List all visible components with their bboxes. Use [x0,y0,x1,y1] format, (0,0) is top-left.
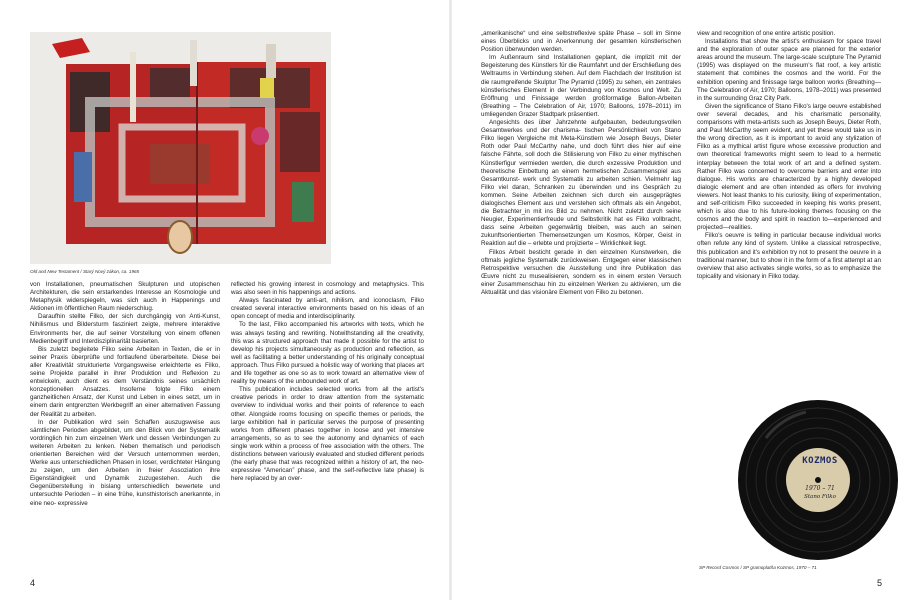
paragraph: reflected his growing interest in cosmology and metaphysics. This was also seen in his happenings and actions. [231,281,424,297]
paragraph: Bis zuletzt begleitete Filko seine Arbeiten in Texten, die er in seiner Praxis überprüfte und fortlaufend überarbeitete. Diese bei aller Kreativität strukturierte Vorgangsweise erleichterte es Filko, seine Projekte parallel in ihrer Produktion und Reflexion zu entwickeln, auch dient es dem Verständnis seines ursächlich konzeptionellen Ansatzes. Insoferne folgte Filko einem ganzheitlichen Ansatz, der Kunst und Leben in eines setzt, um in einem darin entgrenzten Werkbegriff an einer alternativen Fassung der Realität zu arbeiten. [30,345,220,418]
left-page [0,0,450,600]
paragraph: Daraufhin stellte Filko, der sich durchgängig von Anti-Kunst, Nihilismus und Bildersturm fasziniert zeigte, mehrere interaktive Environments her, die auf seiner Vorstellung von einem offenen Medienbegriff und Interdisziplinarität basierten. [30,313,220,345]
english-text-column [697,30,881,281]
paragraph: „amerikanische“ und eine selbstreflexive späte Phase – soll im Sinne eines Überblicks und in Anerkennung der gesamten künstlerischen Position überwunden werden. [481,30,681,54]
artwork-caption: Old and New Testament / Starý Nový zákon, ca. 1965 [30,269,140,274]
paragraph: Im Außenraum sind Installationen geplant, die implizit mit der Begeisterung des Künstlers für die Raumfahrt und der Erschließung des Weltraums in Verbindung stehen. Auf dem Flachdach der Institution ist die raumgreifende Skulptur The Pyramid (1995) zu sehen, ein zentrales künstlerisches Element in der Verbindung von Kosmos und Welt. Zu Eröffnung und Finissage werden großformatige Ballon-Arbeiten (Breathing – The Celebration of Air, 1970; Balloons, 1978–2011) im umliegenden Grazer Stadtpark präsentiert. [481,54,681,118]
page-number: 5 [877,578,883,588]
artwork-old-and-new-testament [30,32,331,264]
paragraph: In der Publikation wird sein Schaffen auszugsweise aus sämtlichen Perioden abgebildet, um den Blick von der Systematik vordringlich hin zum einzelnen Werk und dessen Verbindungen zu weiteren Arbeiten zu lenken. Neben thematisch und periodisch orientierten Bereichen wird der Versuch unternommen werden, Werke aus unterschiedlichen Phasen in loser, verdichteter Hängung zu zeigen, um den Arbeiten in freier Assoziation ihre Eigenständigkeit und Dynamik zuzugestehen. Auch die Gegenüberstellung in bislang unterschiedlich bewertete und untersuchte Perioden – in eine frühe, kunsthistorisch anerkannte, in eine neo- expressive [30,418,220,507]
record-label-signature: Stano Filko [804,494,836,500]
paragraph: Always fascinated by anti-art, nihilism, and iconoclasm, Filko created several interactive environments based on his ideas of an open concept of media and interdisciplinarity. [231,297,424,321]
paragraph: Filkos Arbeit besticht gerade in den einzelnen Kunstwerken, die oftmals jegliche Systematik zurückweisen. Entgegen einer klassischen Retrospektive versuchen die Ausstellung und ihre Publikation das Œuvre nicht zu musealisieren, sondern es in einem ersten Versuch einer Zusammenschau hin zu einzelnen Werken zu aktivieren, um die Aktualität und das visionäre Element von Filko zu betonen. [481,248,681,296]
paragraph: Angesichts des über Jahrzehnte aufgebauten, bedeutungsvollen Gesamtwerkes und der charisma- tischen Persönlichkeit von Stano Filko liegen Vergleiche mit Meta-Künstlern wie Joseph Beuys, Dieter Roth oder Paul McCarthy nahe, und doch führt dies hier auf eine falsche Fährte, soll doch die Stilisierung von Filko zu einer mythischen Künstlerfigur vermieden werden, die durch exzessive Produktion und theoretische Einbettung an einem hermetischen Zusammenspiel aus Gesamtkunst- werk und Systematik zu arbeiten schien. Vielmehr lag Filko viel daran, Schranken zu überwinden und ins Gespräch zu kommen. Seine Arbeiten zeichnen sich durch ein ausgeprägtes dialogisches Element aus und verstehen sich oftmals als ein Angebot, die Betrachter_in mit ins Bild zu nehmen. Nicht zuletzt durch seine Neugier, Experimentierfreude und Selbstkritik hat es Filko vollbracht, dass seine Arbeiten gegenwärtig bleiben, was auch an seinen zukunftsorientierten Themensetzungen um Kosmos, Körper, Geist in Reaktion auf die – erlebte und projizierte – Wirklichkeit liegt. [481,119,681,248]
record-label-years: 1970 – 71 [805,485,835,492]
german-text-column [481,30,681,297]
paragraph: von Installationen, pneumatischen Skulpturen und utopischen Architekturen, die sein erstarkendes Interesse an Kosmologie und Metaphysik widerspiegeln, was sich auch in Happenings und Aktionen im öffentlichen Raum niederschlug. [30,281,220,313]
english-text-column [231,281,424,483]
paragraph: Given the significance of Stano Filko's large oeuvre established over several decades, and his charismatic personality, comparisons with meta-artists such as Joseph Beuys, Dieter Roth, and Paul McCarthy seem evident, and yet these would take us in the wrong direction, as it is important to avoid any stylization of Filko as a mythical artist figure whose excessive production and own theoretical frameworks might seem to lead to a hermetic interplay between the total work of art and a defined system. Rather Filko was concerned to overcome barriers and enter into dialogue. His works are characterized by a highly developed dialogic element and are often intended as offers for involving viewers. Not least thanks to his curiosity, liking of experimentation, and self-criticism Filko succeeded in keeping his works present, which is also due to his future-looking themes focusing on the cosmos and the body and spirit in reaction to—experienced and projected—realities. [697,102,881,232]
record-label-title: KOZMOS [802,456,838,466]
page-number: 4 [30,578,36,588]
paragraph: Installations that show the artist's enthusiasm for space travel and the exploration of outer space are planned for the exterior areas around the museum. The large-scale sculpture The Pyramid (1995) was displayed on the museum's flat roof, a key artistic statement that combines the cosmos and the world. For the exhibition opening and finissage large balloon works (Breathing—The Celebration of Air, 1970; Balloons, 1978–2011) was presented in the surrounding Graz City Park. [697,38,881,102]
right-page [451,0,901,600]
paragraph: Filko's oeuvre is telling in particular because individual works often refute any kind of system. Unlike a classical retrospective, this publication and it's exhibition try not to present the oeuvre in a traditional manner, but to show it in the form of a first attempt at an overview that also activates single works, so as to emphasize the topicality and visionary in Filko today. [697,232,881,280]
vinyl-record-kozmos [736,398,900,562]
record-caption: SP Record Cosmos / SP gramoplatňa Kozmos, 1970 – 71 [699,565,817,570]
german-text-column [30,281,220,508]
paragraph: To the last, Filko accompanied his artworks with texts, which he was always testing and rewriting. Notwithstanding all the creativity, this was a structured approach that made it possible for the artist to develop his projects simultaneously as production and reflection, as well as facilitating a better understanding of his originally conceptual approach. Thus Filko pursued a holistic way of working that places art and life together as one so as to work toward an alternative view of reality by means of the unbounded work of art. [231,321,424,386]
paragraph: view and recognition of one entire artistic position. [697,30,836,37]
paragraph: This publication includes selected works from all the artist's creative periods in order to draw attention from the systematic overview to individual works and their points of reference to each other. Alongside rooms focusing on specific themes or periods, the large exhibition hall in particular serves the purpose of presenting works from different phases together in loose and yet intensive arrangements, so as to see the autonomy and dynamics of each single work within a process of free association with the others. The distinctions between variously evaluated and studied different periods (the early phase that was recognized within a history of art, the neo-expressive “American” phase, and the self-reflective late phase) is here replaced by an over- [231,386,424,483]
